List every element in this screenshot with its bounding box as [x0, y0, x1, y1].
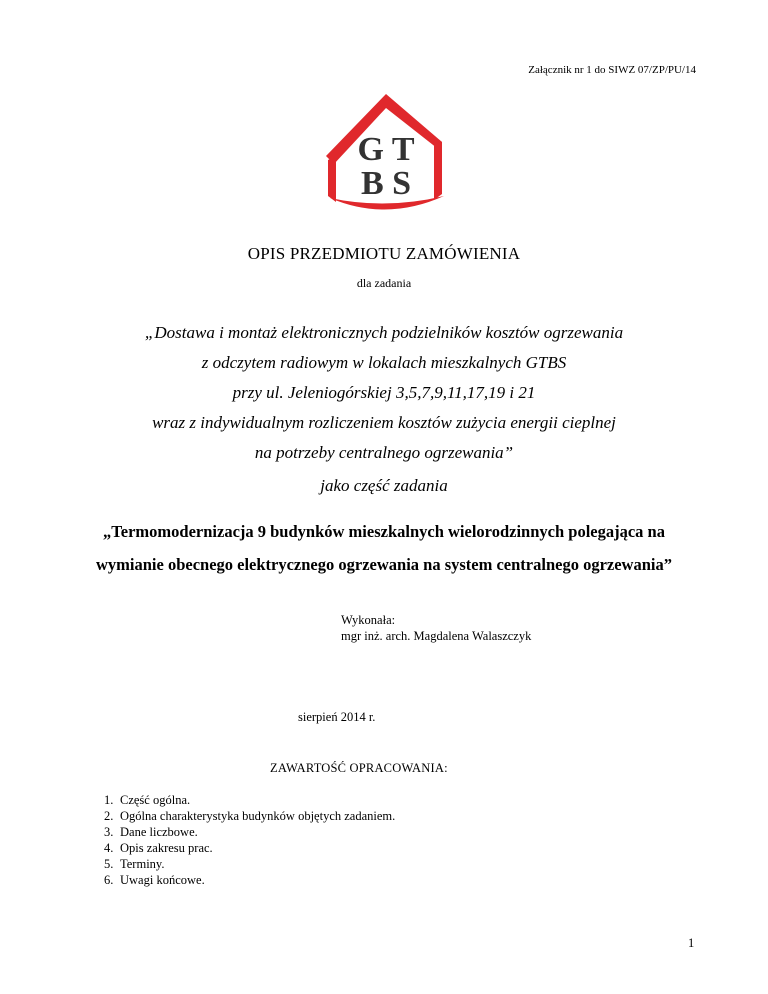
- main-task-line: „Termomodernizacja 9 budynków mieszkalnych wielorodzinnych polegająca na: [103, 522, 665, 541]
- toc-item: [104, 824, 395, 840]
- document-subtitle: dla zadania: [356, 276, 412, 290]
- toc-item-number: 5.: [104, 857, 114, 871]
- task-line: wraz z indywidualnym rozliczeniem kosztów zużycia energii cieplnej: [152, 413, 616, 432]
- as-part-label: jako część zadania: [320, 476, 448, 495]
- task-description: [0, 318, 768, 468]
- attachment-note: Załącznik nr 1 do SIWZ 07/ZP/PU/14: [528, 64, 696, 76]
- main-task-description: [0, 515, 768, 581]
- logo-line-1: G T: [357, 131, 415, 168]
- house-logo-icon: [316, 90, 456, 214]
- toc-item: [104, 840, 395, 856]
- table-of-contents: [104, 792, 395, 888]
- task-line: z odczytem radiowym w lokalach mieszkalnych GTBS: [201, 353, 567, 372]
- toc-item-label: Część ogólna.: [120, 793, 191, 807]
- toc-item: [104, 808, 395, 824]
- task-line: na potrzeby centralnego ogrzewania”: [254, 443, 514, 462]
- main-task-line: wymianie obecnego elektrycznego ogrzewania na system centralnego ogrzewania”: [95, 555, 672, 574]
- toc-title: ZAWARTOŚĆ OPRACOWANIA:: [270, 761, 448, 775]
- toc-item-label: Uwagi końcowe.: [120, 873, 205, 887]
- task-line: przy ul. Jeleniogórskiej 3,5,7,9,11,17,19 i 21: [232, 383, 536, 402]
- author-name: mgr inż. arch. Magdalena Walaszczyk: [341, 629, 532, 643]
- toc-item-number: 2.: [104, 809, 114, 823]
- toc-item-number: 6.: [104, 873, 114, 887]
- toc-item-label: Terminy.: [120, 857, 165, 871]
- toc-item-label: Opis zakresu prac.: [120, 841, 213, 855]
- toc-item: [104, 872, 395, 888]
- document-title: OPIS PRZEDMIOTU ZAMÓWIENIA: [247, 244, 521, 263]
- gtbs-logo: [316, 90, 456, 214]
- toc-item-label: Ogólna charakterystyka budynków objętych zadaniem.: [120, 809, 396, 823]
- toc-item-label: Dane liczbowe.: [120, 825, 198, 839]
- task-line: „Dostawa i montaż elektronicznych podzielników kosztów ogrzewania: [144, 323, 624, 342]
- toc-item: [104, 856, 395, 872]
- toc-item-number: 3.: [104, 825, 114, 839]
- toc-item-number: 4.: [104, 841, 114, 855]
- document-date: sierpień 2014 r.: [298, 710, 376, 724]
- page-number: 1: [688, 936, 695, 950]
- toc-item: [104, 792, 395, 808]
- toc-item-number: 1.: [104, 793, 114, 807]
- author-label: Wykonała:: [341, 613, 396, 627]
- logo-line-2: B S: [360, 165, 412, 202]
- author-block: [341, 612, 531, 644]
